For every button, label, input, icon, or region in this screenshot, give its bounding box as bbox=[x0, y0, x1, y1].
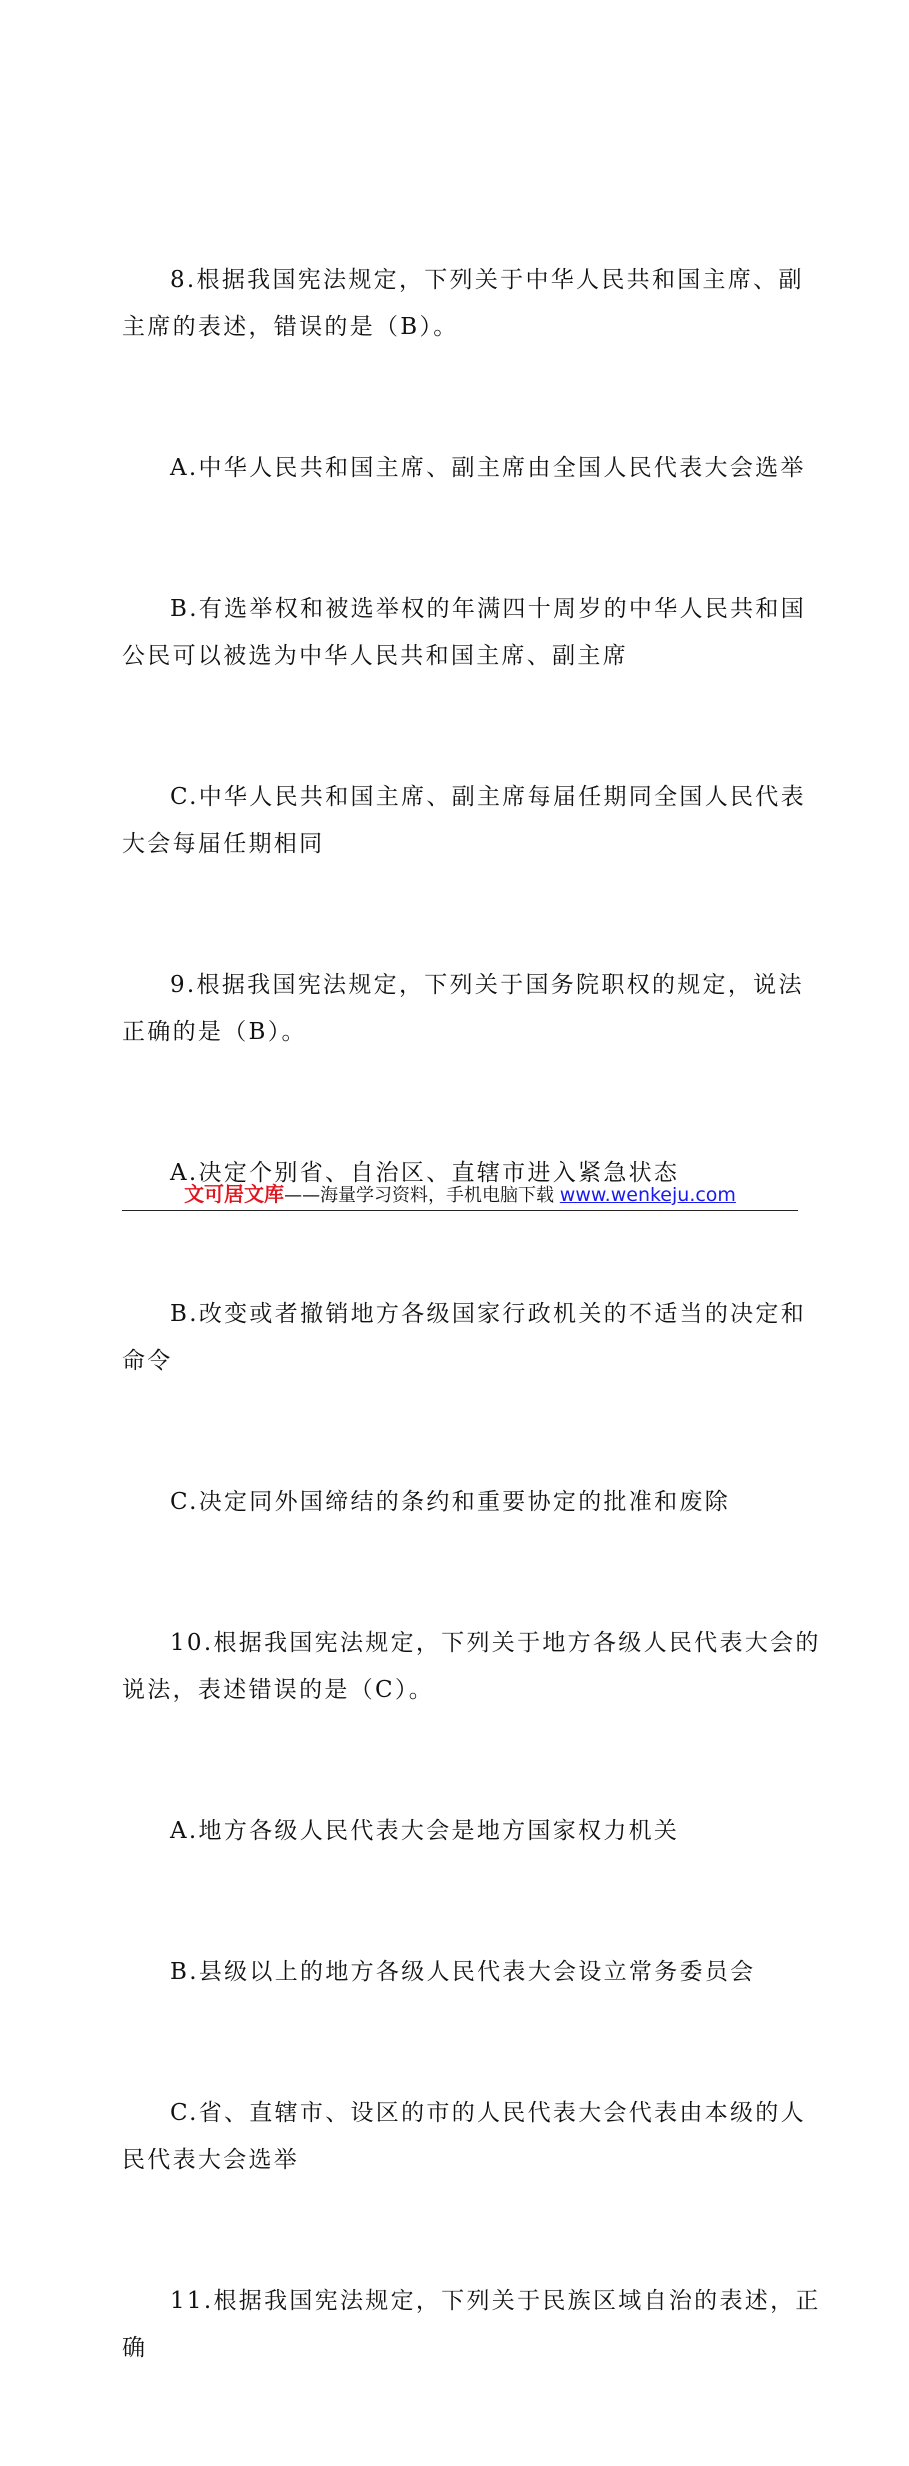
question-8-option-b: B.有选举权和被选举权的年满四十周岁的中华人民共和国公民可以被选为中华人民共和国主席、副主席 bbox=[122, 596, 807, 669]
question-10-option-b: B.县级以上的地方各级人民代表大会设立常务委员会 bbox=[170, 1959, 756, 1985]
question-8-stem: 8.根据我国宪法规定，下列关于中华人民共和国主席、副主席的表述，错误的是（B）。 bbox=[122, 267, 804, 340]
question-9-option-a: A.决定个别省、自治区、直辖市进入紧急状态 bbox=[170, 1160, 680, 1186]
question-8-option-a: A.中华人民共和国主席、副主席由全国人民代表大会选举 bbox=[170, 455, 806, 481]
question-8-option-c: C.中华人民共和国主席、副主席每届任期同全国人民代表大会每届任期相同 bbox=[122, 784, 806, 857]
question-9-option-c: C.决定同外国缔结的条约和重要协定的批准和废除 bbox=[170, 1489, 730, 1515]
question-10-option-c: C.省、直辖市、设区的市的人民代表大会代表由本级的人民代表大会选举 bbox=[122, 2100, 806, 2173]
question-10-stem: 10.根据我国宪法规定，下列关于地方各级人民代表大会的说法，表述错误的是（C）。 bbox=[122, 1630, 821, 1703]
document-body bbox=[122, 163, 822, 2466]
footer-divider bbox=[122, 1210, 798, 1211]
page-footer bbox=[122, 1180, 798, 1210]
question-9-stem: 9.根据我国宪法规定，下列关于国务院职权的规定，说法正确的是（B）。 bbox=[122, 972, 804, 1045]
question-9-option-b: B.改变或者撤销地方各级国家行政机关的不适当的决定和命令 bbox=[122, 1301, 807, 1374]
footer-link[interactable]: www.wenkeju.com bbox=[559, 1184, 736, 1206]
footer-brand: 文可居文库 bbox=[184, 1182, 285, 1206]
question-10-option-a: A.地方各级人民代表大会是地方国家权力机关 bbox=[170, 1818, 680, 1844]
footer-tagline: ——海量学习资料，手机电脑下载 bbox=[284, 1185, 555, 1206]
question-11-stem: 11.根据我国宪法规定，下列关于民族区域自治的表述，正确 bbox=[122, 2288, 821, 2361]
